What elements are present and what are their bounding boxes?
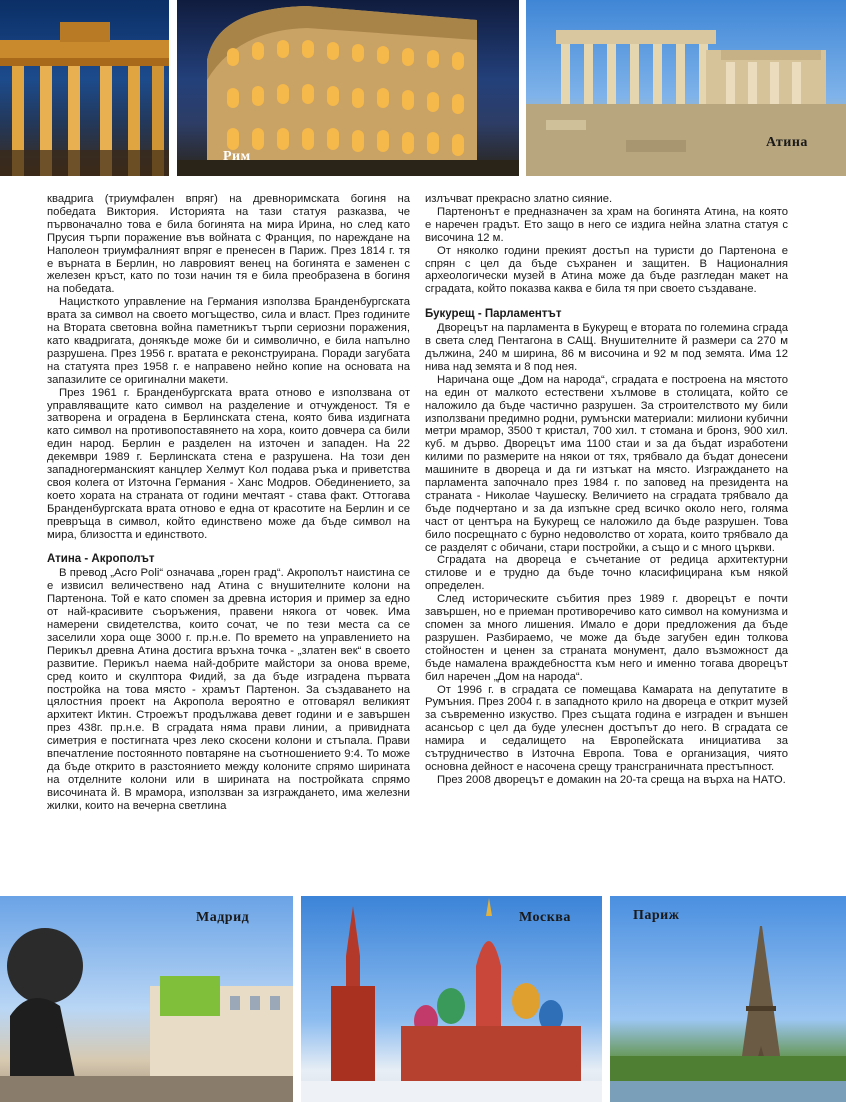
paragraph: След историческите събития през 1989 г. дворецът е почти завършен, но е приеман противоречиво като символ на комунизма и спомен за много лишения. Имало е дори предложения да бъде разрушен. Разбираемо, че може да бъде загубен един толкова стойностен и ценен за страната монумент, дало възможност да бъде намалена враждебността към него и именно тогава дворецът бил наречен „Дом на народа“. [425,593,788,683]
photo-madrid [0,896,293,1102]
paragraph: От няколко години прекият достъп на туристи до Партенона е спрян с цел да бъде съхранен и защитен. В Националния археологически музей в Атина може да бъде разгледан макет на сградата, който показва каква е била тя при своето създаване. [425,244,788,296]
section-heading-athens: Атина - Акрополът [47,553,155,566]
caption-moscow: Москва [519,910,571,925]
st-basils-illustration [301,896,602,1102]
section-heading-bucharest: Букурещ - Парламентът [425,308,562,321]
paragraph: Нацисткото управление на Германия използва Бранденбургската врата за символ на своето могъщество, сила и власт. През годините на Втората световна война паметникът търпи сериозни поражения, като квадригата, донякъде може би и символично, е била напълно разрушена. През 1956 г. вратата е реконструирана. Поради загубата на статуята през 1958 г. е направено нейно копие на основата на запазилите се оригинални макети. [47,296,410,386]
photo-acropolis [526,0,846,176]
paragraph: През 2008 дворецът е домакин на 20-та среща на върха на НАТО. [437,773,786,786]
paragraph: Партенонът е предназначен за храм на богинята Атина, на която е наречен градът. Eто защо в него се издига нейна златна статуя с височина 12 м. [425,205,788,244]
caption-paris: Париж [633,908,680,923]
paragraph: Наричана още „Дом на народа“, сградата е построена на мястото на един от малкото естествени хълмове в столицата, който се наложило да бъде частично разрушен. За строителството му били използвани предимно родни, румънски материали: милиони кубични метри мрамор, 3500 т кристал, 700 хил. т стомана и бронз, 900 хил. куб. м дърво. Дворецът има 1100 стаи и за да бъдат изработени килими по размерите на някои от тях, трябвало да бъдат донесени машините в двореца и да ги изтъкат на място. Изграждането на парламента започнало през 1984 г. по заповед на президента на страната - Николае Чаушеску. Величието на сградата трябвало да бъде подчертано и за да изпъкне сред всичко около него, голяма част от центъра на Букурещ се наложило да бъде разрушен. Това било посрещнато с бурно недоволство от хората, които трябвало да се разделят с обичани, стари постройки, а също и с много църкви. [425,373,788,554]
photo-moscow [301,896,602,1102]
photo-paris [610,896,846,1102]
photo-brandenburg-gate [0,0,169,176]
left-text-column [47,193,410,813]
caption-athens: Атина [766,135,808,150]
paragraph: Сградата на двореца е съчетание от редица архитектурни стилове и е трудно да бъде точно класифицирана към някой определен. [425,554,788,593]
paragraph: През 1961 г. Бранденбургската врата отново е използвана от управляващите като символ на разделение и отчужденост. Тя е затворена и оградена в Берлинската стена, която бива издигната като символ на противопоставянето на хора, които довчера са били един народ. Берлин е разделен на източен и западен. На 22 декември 1989 г. Берлинската стена е разрушена. На този ден западногерманският канцлер Хелмут Кол подава ръка и приветства своя колега от Източна Германия - Ханс Модров. Обединението, за което хората на страната от години мечтаят - става факт. Оттогава Бранденбургската врата отново е една от красотите на Берлин и се превръща в символ, който единствено може да бъде символ на мира, близостта и единството. [47,386,410,541]
caption-rome: Рим [223,149,251,164]
eiffel-tower-illustration [610,896,846,1102]
brandenburg-gate-illustration [0,0,169,176]
paragraph: квадрига (триумфален впряг) на древноримската богиня на победата Виктория. Историята на тази статуя разказва, че първоначално това е била богинята на мира Ирина, но след като Прусия търпи поражение във войната с Франция, по нареждане на Наполеон триумфалният впряг е пренесен в Париж. През 1814 г. тя е върната в Берлин, но лавровият венец на богинята е заменен с железен кръст, като по този начин тя е била преобразена в богиня на победата. [47,193,410,296]
paragraph: В превод „Acro Poli“ означава „горен град“. Акрополът наистина се е извисил величествено над Атина с внушителните колони на Партенона. Той е като спомен за древна история и пример за едно от най-красивите съоръжения, правени някога от човек. Има намерени свидетелства, които сочат, че по тези места са се заселили хора още 3000 г. пр.н.е. По времето на управлението на Перикъл древна Атина достига връхна точка - „златен век“ в своето развитие. Перикъл наема най-добрите майстори за онова време, сред които и скулптора Фидий, за да бъде изградена първата постройка на това място - храмът Партенон. За създаването на цялостния проект на Акропола вероятно е отговарял великият архитект Иктин. Строежът продължава девет години и е завършен през 438г. пр.н.е. В сградата няма прави линии, а привидната симетрия е постигната чрез леко скосени колони и стъпала. Прави впечатление постоянното повтаряне на съотношението 9:4. То може да бъде открито в разстоянието между колоните спрямо ширината на отделните колони или в ширината на постройката спрямо височината й. В мрамора, използван за изграждането, има железни жилки, които на вечерна светлина [47,567,410,812]
madrid-illustration [0,896,293,1102]
caption-madrid: Мадрид [196,910,250,925]
right-text-column [425,193,788,787]
paragraph: Дворецът на парламента в Букурещ е втората по големина сграда в света след Пентагона в САЩ. Внушителните й размери са 270 м дължина, 240 м ширина, 86 м височина и 92 м под земята. Има 12 нива над земята и 8 под нея. [425,322,788,373]
paragraph: От 1996 г. в сградата се помещава Камарата на депутатите в Румъния. През 2004 г. в западното крило на двореца е открит музей за съвременно изкуство. През същата година е изграден и външен асансьор с цел да буде улеснен достъпът до него. В сградата се намира и седалището на Европейската инициатива за сътрудничество в Източна Европа. Това е организация, чиято основна дейност е насочена срещу трансграничната престъпност. [425,683,788,773]
photo-colosseum [177,0,519,176]
paragraph: излъчват прекрасно златно сияние. [425,193,613,205]
